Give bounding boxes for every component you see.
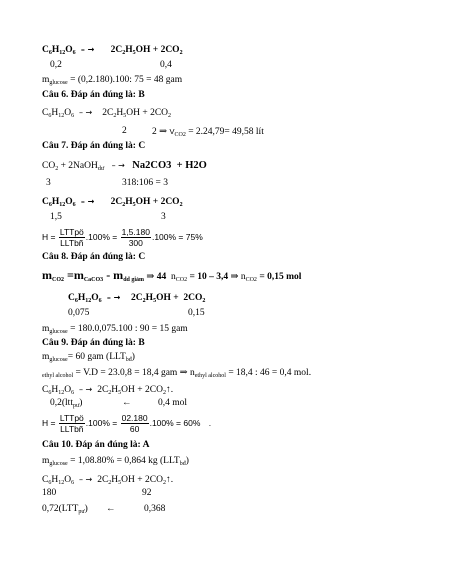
reaction-line-7: $C_6H_{12}O_6$ – → $2C_2H_5OH$ + $2CO_2↑$. — [42, 475, 174, 486]
mole-a: 180 — [42, 488, 57, 498]
mole-a: 0,2(ltt$_{pư}$) — [50, 398, 83, 409]
mole-b: 3 — [161, 212, 166, 222]
mole-a: 0,2 — [50, 60, 62, 70]
question-7-heading: Câu 7. Đáp án đúng là: C — [42, 141, 146, 151]
mole-b: 92 — [142, 488, 152, 498]
yield-formula-1: H = $\frac{\text{LTTpö}}{\text{LLTbñ}}$ .100% = $\frac{1,5.180}{300}$ .100% = 75% — [42, 227, 203, 249]
mass-line: $m_{glucose}= 60$ gam $(LLT_{bđ})$ — [42, 352, 135, 363]
reaction-line-2: $C_6H_{12}O_6$ – → $2C_2H_5OH + 2CO_2$ — [42, 108, 172, 119]
mole-a: 1,5 — [50, 212, 62, 222]
reaction-line-5: $C_6H_{12}O_6$ – → $2C_2H_5OH + 2CO_2$ — [68, 293, 206, 304]
yield-formula-2: H = $\frac{\text{LTTpö}}{\text{LLTbñ}}$ .100% = $\frac{02.180}{60}$ .100% = 60% . — [42, 413, 212, 435]
reaction-line-4: $C_6H_{12}O_6$ – → $2C_2H_5OH + 2CO_2$ — [42, 197, 183, 208]
mole-b: 0,4 — [160, 60, 172, 70]
left-arrow: ← — [106, 504, 116, 514]
question-8-heading: Câu 8. Đáp án đúng là: C — [42, 252, 146, 262]
mass-balance-line: $m_{CO2} =m_{CaCO3} - m_{dd giảm}$ ⇒ 44 $n_{CO2} = 10 - 3,4$ ⇒ $n_{CO2} = 0,15$ mol — [42, 268, 302, 283]
mole-b: 0,368 — [144, 504, 166, 514]
mass-line: $m_{glucose} = (0,2.180).100$: 75 = 48 gam — [42, 75, 183, 86]
volume-line: 2 ⇒ $V_{CO2} = 2.24,79= 49,58$ lít — [152, 127, 264, 138]
mass-line: $m_{glucose} = 1,08.80\% = 0,864$ kg $(LLT_{bđ})$ — [42, 456, 189, 467]
question-6-heading: Câu 6. Đáp án đúng là: B — [42, 90, 145, 100]
reaction-line-6: $C_6H_{12}O_6$ – → $2C_2H_5OH$ + $2CO_2↑$. — [42, 385, 174, 396]
mole-b: 0,15 — [188, 308, 205, 318]
left-arrow: ← — [122, 398, 132, 408]
reaction-arrow: – → — [78, 45, 109, 54]
mole-a: 2 — [122, 126, 127, 136]
mole-a: 0,075 — [68, 308, 90, 318]
mass-line: $m_{glucose} = 180.0,075.100$ : 90 = 15 gam — [42, 324, 188, 335]
mole-a: 3 — [46, 178, 51, 188]
question-9-heading: Câu 9. Đáp án đúng là: B — [42, 338, 145, 348]
reaction-line-1: $C_6H_{12}O_6$ – → $2C_2H_5OH + 2CO_2$ — [42, 45, 183, 56]
mole-a: $0,72(LTT_{pư})$ — [42, 504, 88, 515]
ethanol-mass-line: $_{ethyl alcohol}$ = V.D = 23.0,8 = 18,4 gam ⇒ $n_{ethyl alcohol} = 18,4$ : 46 = 0,4 mol. — [42, 368, 312, 379]
question-10-heading: Câu 10. Đáp án đúng là: A — [42, 440, 150, 450]
reaction-line-3: $CO_2$ + 2NaOH$_{dư}$ – → Na2CO3 + H2O — [42, 160, 207, 172]
mole-b: 0,4 mol — [158, 398, 188, 408]
mole-b: 318:106 = 3 — [122, 178, 168, 188]
